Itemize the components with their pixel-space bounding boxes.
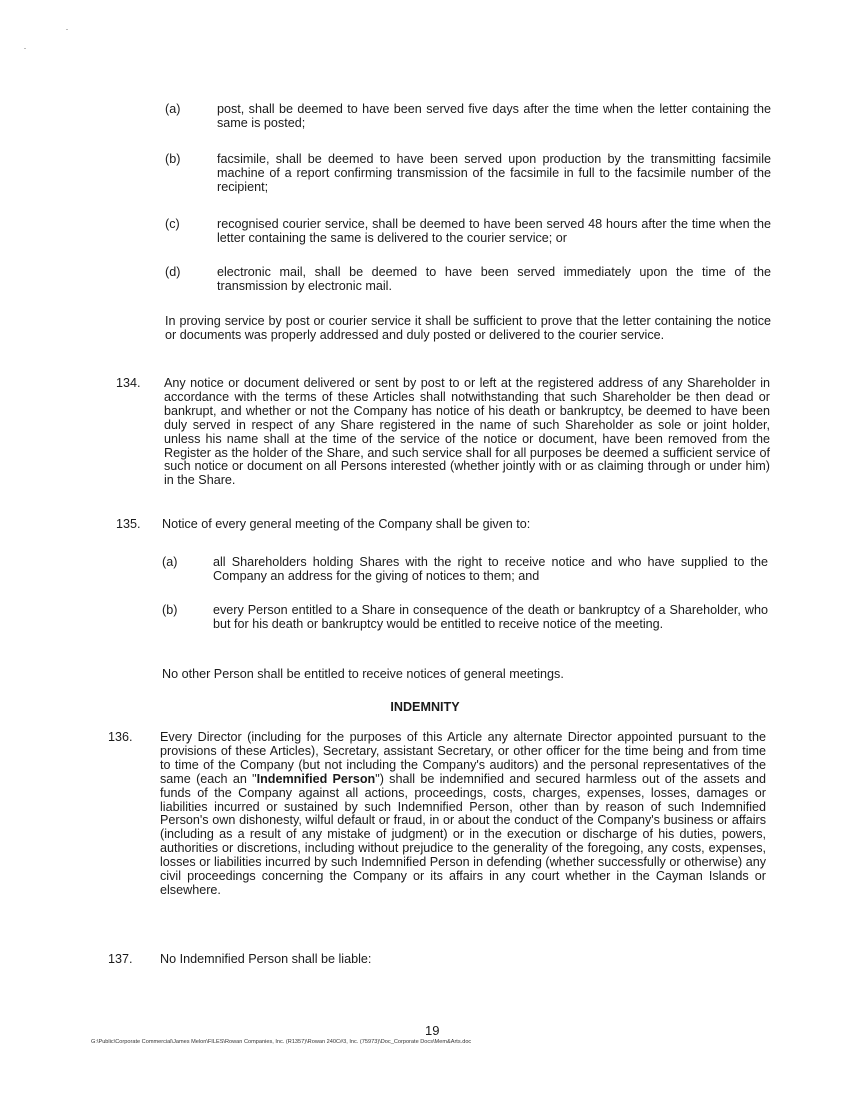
clause-136-text — [160, 731, 766, 898]
clause-134-text: Any notice or document delivered or sent by post to or left at the registered address of any Shareholder in accordance with the terms of these Articles shall notwithstanding that such Shareholder be then dead or bankrupt, and whether or not the Company has notice of his death or bankruptcy, be deemed to have been duly served in respect of any Share registered in the name of such Shareholder as sole or joint holder, unless his name shall at the time of the service of the notice or document, have been removed from the Register as the holder of the Share, and such service shall for all purposes be deemed a sufficient service of such notice or document on all Persons interested (whether jointly with or as claiming through or under him) in the Share. — [164, 376, 770, 488]
item-c-text: recognised courier service, shall be deemed to have been served 48 hours after the time when the letter containing the same is delivered to the courier service; or — [217, 217, 771, 245]
clause-137-text: No Indemnified Person shall be liable: — [160, 952, 372, 966]
scan-speck — [66, 29, 68, 30]
clause-135-b-text: every Person entitled to a Share in consequence of the death or bankruptcy of a Shareholder, who but for his death or bankruptcy would be entitled to receive notice of the meeting. — [213, 603, 768, 631]
proving-service-paragraph: In proving service by post or courier service it shall be sufficient to prove that the letter containing the notice or documents was properly addressed and duly posted or delivered to the courier service. — [165, 314, 771, 342]
item-d-text: electronic mail, shall be deemed to have been served immediately upon the time of the transmission by electronic mail. — [217, 265, 771, 293]
section-heading-indemnity: INDEMNITY — [390, 700, 460, 714]
item-a-label: (a) — [165, 102, 181, 116]
clause-135-text: Notice of every general meeting of the Company shall be given to: — [162, 517, 531, 531]
clause-136-text-before: Every Director (including for the purposes of this Article any alternate Director appointed pursuant to the provisions of these Articles), Secretary, assistant Secretary, or other officer for the time being and from time to time of the Company (but not including the Company's auditors) and the personal representatives of the same (each an " — [160, 730, 766, 786]
item-b-text: facsimile, shall be deemed to have been served upon production by the transmitting facsimile machine of a report confirming transmission of the facsimile in full to the facsimile number of the recipient; — [217, 152, 771, 194]
clause-135-a-label: (a) — [162, 555, 178, 569]
item-a-text: post, shall be deemed to have been served five days after the time when the letter containing the same is posted; — [217, 102, 771, 130]
clause-135-number: 135. — [116, 517, 141, 531]
clause-136-number: 136. — [108, 730, 133, 744]
item-c-label: (c) — [165, 217, 180, 231]
clause-135-closing: No other Person shall be entitled to receive notices of general meetings. — [162, 667, 564, 681]
page-number: 19 — [425, 1023, 440, 1038]
clause-135-a-text: all Shareholders holding Shares with the right to receive notice and who have supplied to the Company an address for the giving of notices to them; and — [213, 555, 768, 583]
clause-136-text-after: ") shall be indemnified and secured harmless out of the assets and funds of the Company against all actions, proceedings, costs, charges, expenses, losses, damages or liabilities incurred or sustained by such Indemnified Person, other than by reason of such Indemnified Person's own dishonesty, wilful default or fraud, in or about the conduct of the Company's business or affairs (including as a result of any mistake of judgment) or in the execution or discharge of his duties, powers, authorities or discretions, including without prejudice to the generality of the foregoing, any costs, expenses, losses or liabilities incurred by such Indemnified Person in defending (whether successfully or otherwise) any civil proceedings concerning the Company or its affairs in any court whether in the Cayman Islands or elsewhere. — [160, 771, 766, 897]
defined-term-indemnified-person: Indemnified Person — [256, 771, 376, 786]
item-d-label: (d) — [165, 265, 181, 279]
clause-135-b-label: (b) — [162, 603, 178, 617]
clause-134-number: 134. — [116, 376, 141, 390]
item-b-label: (b) — [165, 152, 181, 166]
scan-speck — [24, 48, 26, 49]
clause-137-number: 137. — [108, 952, 133, 966]
footer-file-path: G:\Public\Corporate Commercial\James Melon\FILES\Rowan Companies, Inc. (R1357)\Rowan 240C#3, Inc. (75973)\Doc_Corporate Docs\Mem&Arts.doc — [91, 1039, 472, 1045]
